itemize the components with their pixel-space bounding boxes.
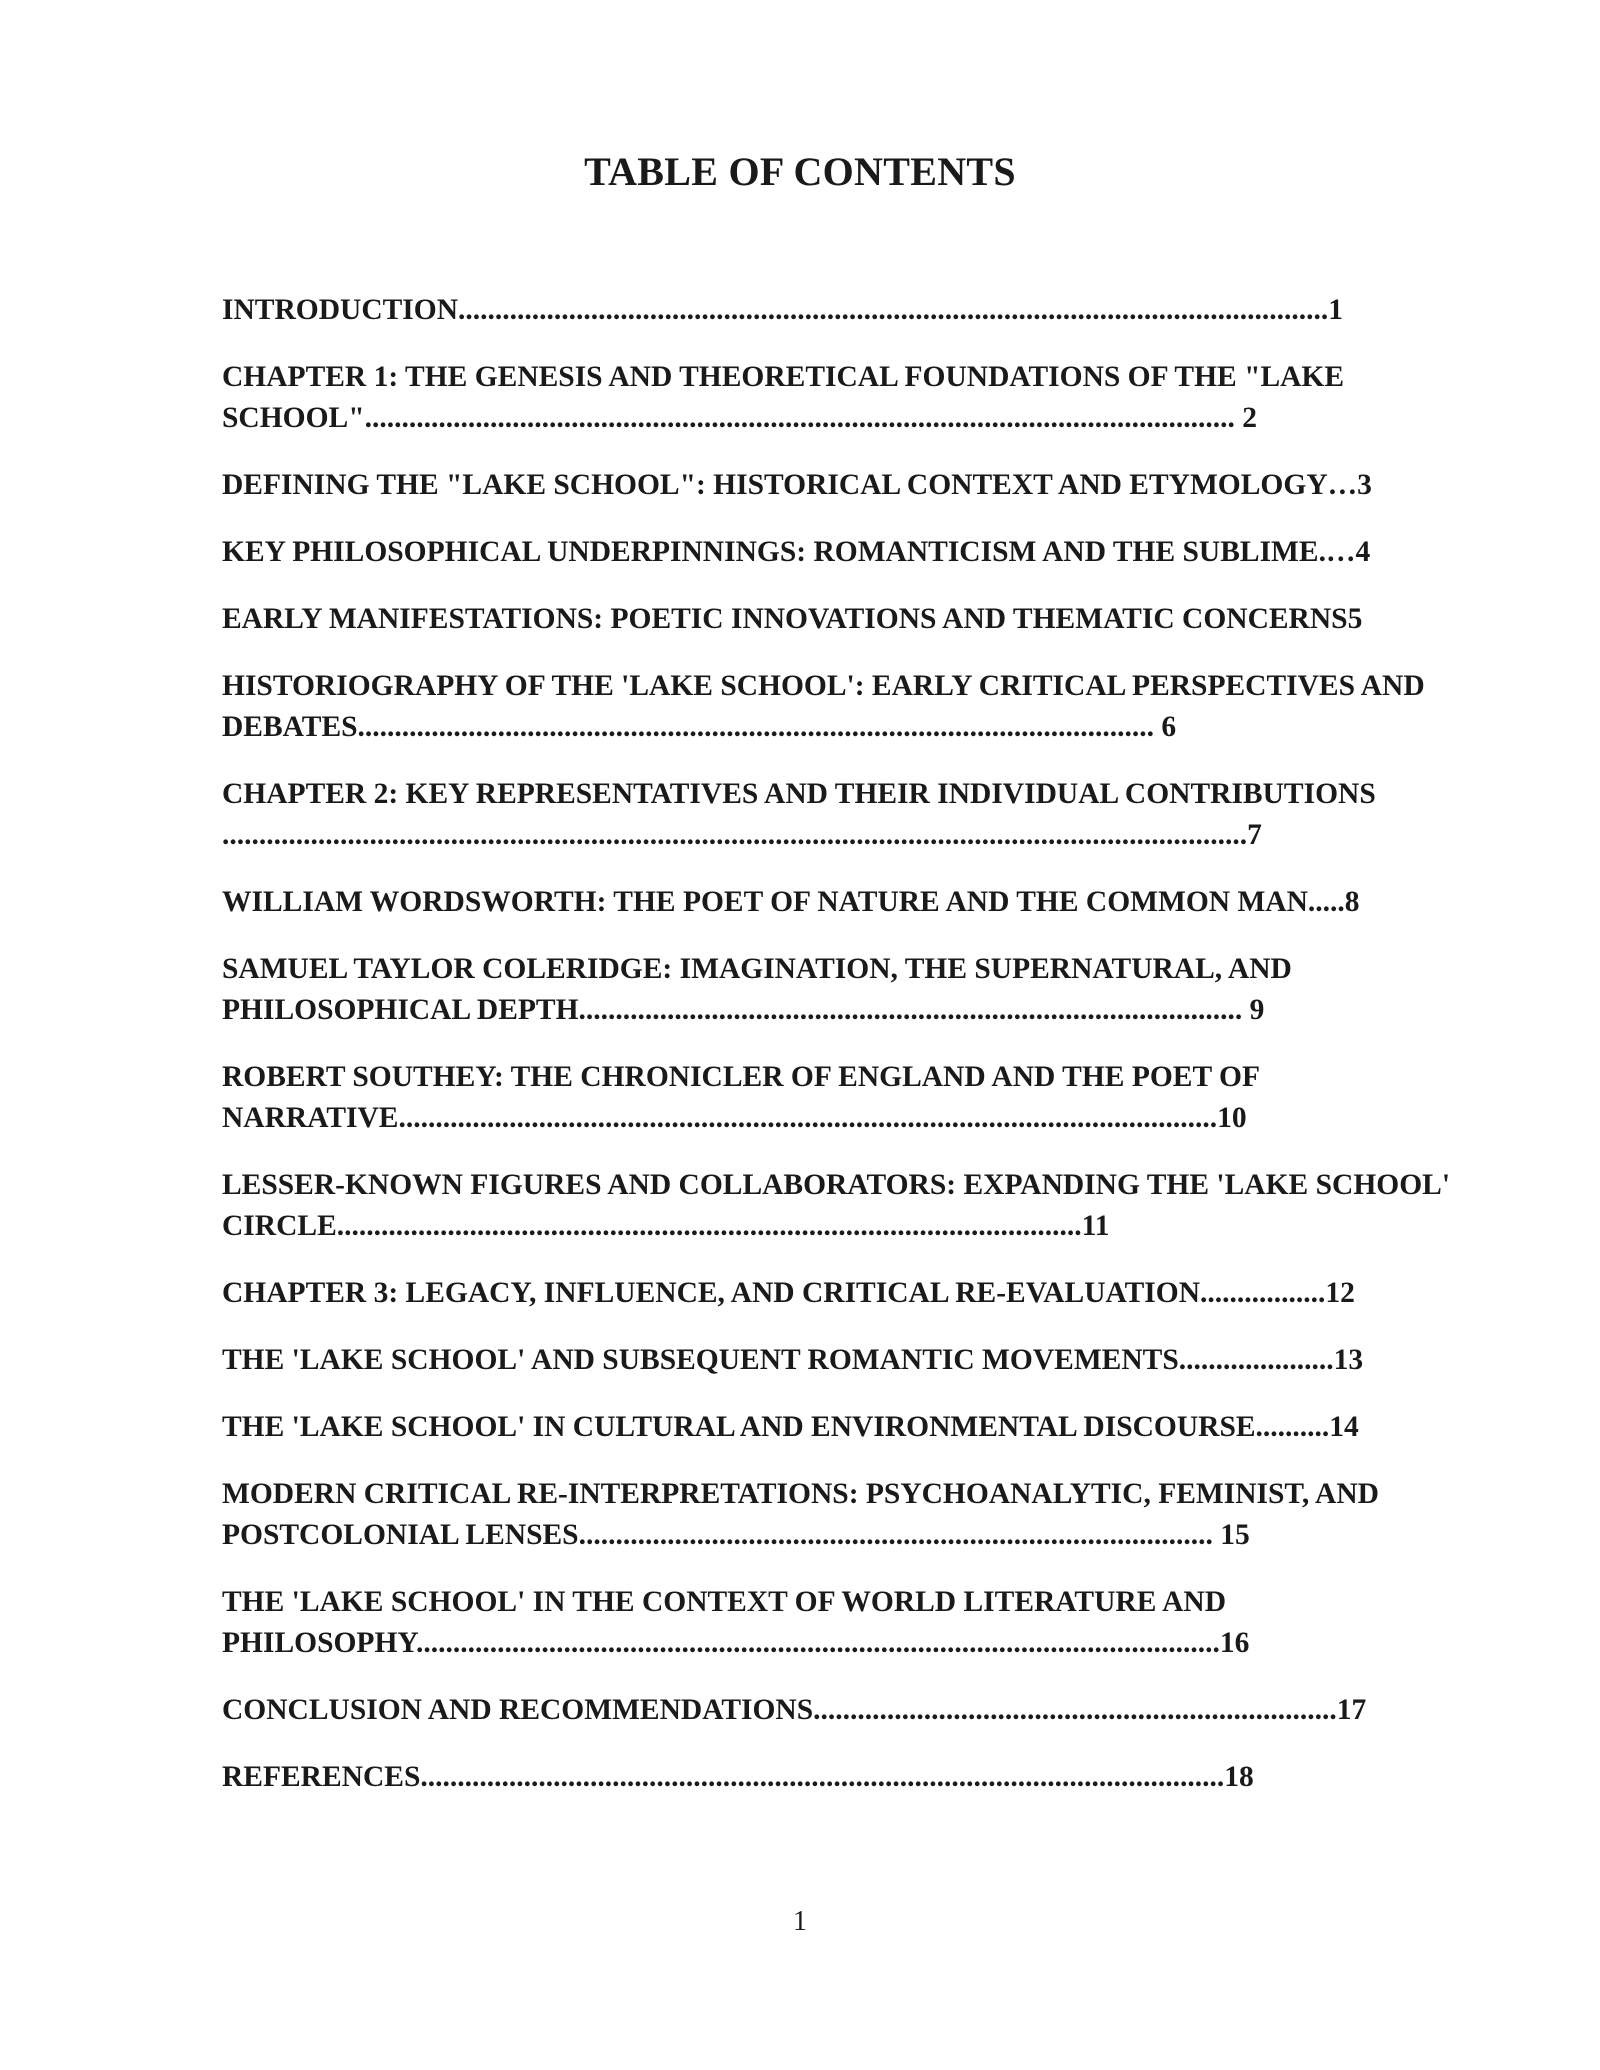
toc-entry-text: WILLIAM WORDSWORTH: THE POET OF NATURE AND THE COMMON MAN.....8 <box>222 886 1360 918</box>
toc-entry-philosophical-underpinnings[interactable] <box>222 532 1462 573</box>
toc-entry-text: HISTORIOGRAPHY OF THE 'LAKE SCHOOL': EARLY CRITICAL PERSPECTIVES AND DEBATES............................................................................................................ 6 <box>222 670 1433 743</box>
toc-entry-references[interactable] <box>222 1757 1462 1798</box>
toc-entry-text: SAMUEL TAYLOR COLERIDGE: IMAGINATION, THE SUPERNATURAL, AND PHILOSOPHICAL DEPTH.......................................................................................... 9 <box>222 953 1300 1026</box>
toc-entry-text: THE 'LAKE SCHOOL' AND SUBSEQUENT ROMANTIC MOVEMENTS.....................13 <box>222 1344 1364 1376</box>
toc-entry-lesser-known-figures[interactable] <box>222 1165 1462 1247</box>
toc-entry-text: MODERN CRITICAL RE-INTERPRETATIONS: PSYCHOANALYTIC, FEMINIST, AND POSTCOLONIAL LENSES...................................................................................... 15 <box>222 1478 1387 1551</box>
toc-entry-text: THE 'LAKE SCHOOL' IN CULTURAL AND ENVIRONMENTAL DISCOURSE..........14 <box>222 1411 1359 1443</box>
toc-entry-text: ROBERT SOUTHEY: THE CHRONICLER OF ENGLAND AND THE POET OF NARRATIVE...............................................................................................................10 <box>222 1061 1267 1134</box>
toc-entry-text: LESSER-KNOWN FIGURES AND COLLABORATORS: EXPANDING THE 'LAKE SCHOOL' CIRCLE.....................................................................................................11 <box>222 1169 1458 1242</box>
toc-entry-introduction[interactable] <box>222 290 1462 331</box>
toc-entry-cultural-discourse[interactable] <box>222 1407 1462 1448</box>
toc-list <box>222 290 1462 1824</box>
toc-entry-defining-lake-school[interactable] <box>222 465 1462 506</box>
toc-title: TABLE OF CONTENTS <box>584 149 1016 194</box>
toc-entry-historiography[interactable] <box>222 666 1462 748</box>
toc-entry-modern-reinterpretations[interactable] <box>222 1474 1462 1556</box>
toc-entry-chapter-3[interactable] <box>222 1273 1462 1314</box>
toc-entry-chapter-2[interactable] <box>222 774 1462 856</box>
toc-entry-wordsworth[interactable] <box>222 882 1462 923</box>
toc-entry-text: KEY PHILOSOPHICAL UNDERPINNINGS: ROMANTICISM AND THE SUBLIME.…4 <box>222 536 1371 568</box>
toc-entry-early-manifestations[interactable] <box>222 599 1462 640</box>
toc-entry-subsequent-movements[interactable] <box>222 1340 1462 1381</box>
toc-entry-text: THE 'LAKE SCHOOL' IN THE CONTEXT OF WORLD LITERATURE AND PHILOSOPHY.............................................................................................................16 <box>222 1586 1250 1659</box>
toc-entry-chapter-1[interactable] <box>222 357 1462 439</box>
toc-entry-text: EARLY MANIFESTATIONS: POETIC INNOVATIONS AND THEMATIC CONCERNS5 <box>222 603 1363 635</box>
toc-entry-text: INTRODUCTION......................................................................................................................1 <box>222 294 1344 326</box>
toc-entry-conclusion[interactable] <box>222 1690 1462 1731</box>
toc-entry-text: DEFINING THE "LAKE SCHOOL": HISTORICAL CONTEXT AND ETYMOLOGY…3 <box>222 469 1372 501</box>
toc-entry-coleridge[interactable] <box>222 949 1462 1031</box>
toc-entry-text: CHAPTER 3: LEGACY, INFLUENCE, AND CRITICAL RE-EVALUATION.................12 <box>222 1277 1355 1309</box>
toc-entry-text: CHAPTER 1: THE GENESIS AND THEORETICAL FOUNDATIONS OF THE "LAKE SCHOOL"...................................................................................................................... 2 <box>222 361 1352 434</box>
toc-entry-text: CONCLUSION AND RECOMMENDATIONS.......................................................................17 <box>222 1694 1367 1726</box>
toc-entry-text: REFERENCES.............................................................................................................18 <box>222 1761 1254 1793</box>
page-number: 1 <box>793 1906 807 1937</box>
toc-entry-text: CHAPTER 2: KEY REPRESENTATIVES AND THEIR INDIVIDUAL CONTRIBUTIONS ...........................................................................................................................................7 <box>222 778 1384 851</box>
toc-entry-world-literature[interactable] <box>222 1582 1462 1664</box>
toc-entry-southey[interactable] <box>222 1057 1462 1139</box>
